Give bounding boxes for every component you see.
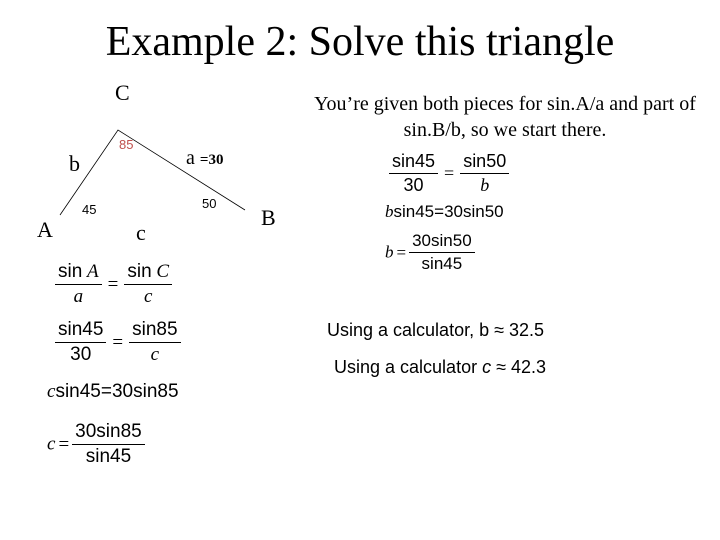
vertex-b-label: B bbox=[261, 205, 276, 230]
eq4-num: 30sin85 bbox=[72, 421, 145, 445]
side-b-label: b bbox=[69, 151, 80, 176]
angle-b-value: 50 bbox=[202, 196, 217, 211]
eq3-var: c bbox=[47, 381, 56, 402]
result-c-approx: ≈ bbox=[496, 357, 506, 377]
result-c-value: 42.3 bbox=[511, 357, 547, 377]
r-eq3-den: sin45 bbox=[421, 254, 463, 273]
solved-b-equation: b = $\frac{30\sin 50}{\sin 45}$ bbox=[385, 231, 475, 274]
eq1-right-func: sin bbox=[127, 261, 152, 282]
result-b-text: Using a calculator, b bbox=[327, 320, 490, 340]
side-a-value: =30 bbox=[199, 152, 224, 168]
result-c-var: c bbox=[482, 357, 492, 377]
eq2-left-num: sin45 bbox=[55, 319, 106, 343]
r-eq2-var: b bbox=[385, 202, 394, 221]
result-c-text: Using a calculator bbox=[334, 357, 478, 377]
result-b bbox=[327, 320, 544, 341]
side-a-label bbox=[186, 147, 223, 170]
vertex-a-label: A bbox=[37, 217, 53, 242]
right-substituted-equation: $\frac{\sin 45}{30}$ = $\frac{\sin 50}{b}$ bbox=[389, 151, 509, 196]
angle-a-value: 45 bbox=[82, 202, 97, 217]
r-eq3-num: 30sin50 bbox=[409, 231, 475, 253]
eq2-right-num: sin85 bbox=[129, 319, 180, 343]
eq1-left-func: sin bbox=[58, 261, 83, 282]
r-eq1-right-num: sin50 bbox=[460, 151, 509, 174]
eq1-right-den: c bbox=[144, 286, 153, 307]
eq1-left-var: A bbox=[87, 261, 99, 282]
result-c bbox=[334, 357, 546, 378]
side-c-label: c bbox=[136, 220, 146, 245]
vertex-c-label: C bbox=[115, 80, 130, 105]
side-a-letter: a bbox=[186, 147, 195, 169]
eq4-var: c bbox=[47, 433, 56, 455]
eq1-right-var: C bbox=[156, 261, 170, 282]
result-b-approx: ≈ bbox=[494, 320, 504, 340]
eq4-den: sin45 bbox=[85, 446, 132, 467]
r-eq2-right: 30sin50 bbox=[444, 202, 504, 221]
eq3-left: sin45 bbox=[55, 381, 101, 402]
substituted-equation: $\frac{\sin 45}{30}$ = $\frac{\sin 85}{c}$ bbox=[55, 319, 181, 366]
r-eq1-right-den: b bbox=[480, 175, 490, 195]
r-eq1-left-num: sin45 bbox=[389, 151, 438, 174]
angle-c-value: 85 bbox=[119, 137, 134, 152]
r-eq2-left: sin45 bbox=[393, 202, 435, 221]
result-b-value: 32.5 bbox=[509, 320, 545, 340]
eq2-right-den: c bbox=[150, 344, 160, 365]
eq3-right: 30sin85 bbox=[111, 381, 179, 402]
r-eq1-left-den: 30 bbox=[403, 175, 424, 195]
given-note: You’re given both pieces for sin.A/a and part of sin.B/b, so we start there. bbox=[314, 93, 696, 141]
r-eq3-var: b bbox=[385, 242, 394, 262]
page-title: Example 2: Solve this triangle bbox=[105, 19, 615, 65]
eq1-left-den: a bbox=[73, 286, 84, 307]
eq3-equals: = bbox=[100, 381, 112, 402]
law-of-sines-equation: $\frac{\text{sin A}}{a}$ = $\frac{\text{sin C}}{c}$ bbox=[55, 261, 172, 308]
eq2-left-den: 30 bbox=[70, 344, 92, 365]
right-cross-multiplied-equation bbox=[385, 202, 504, 222]
solved-c-equation: c = $\frac{30\sin 85}{\sin 45}$ bbox=[47, 421, 145, 468]
r-eq2-equals: = bbox=[434, 202, 445, 221]
cross-multiplied-equation bbox=[47, 381, 179, 403]
